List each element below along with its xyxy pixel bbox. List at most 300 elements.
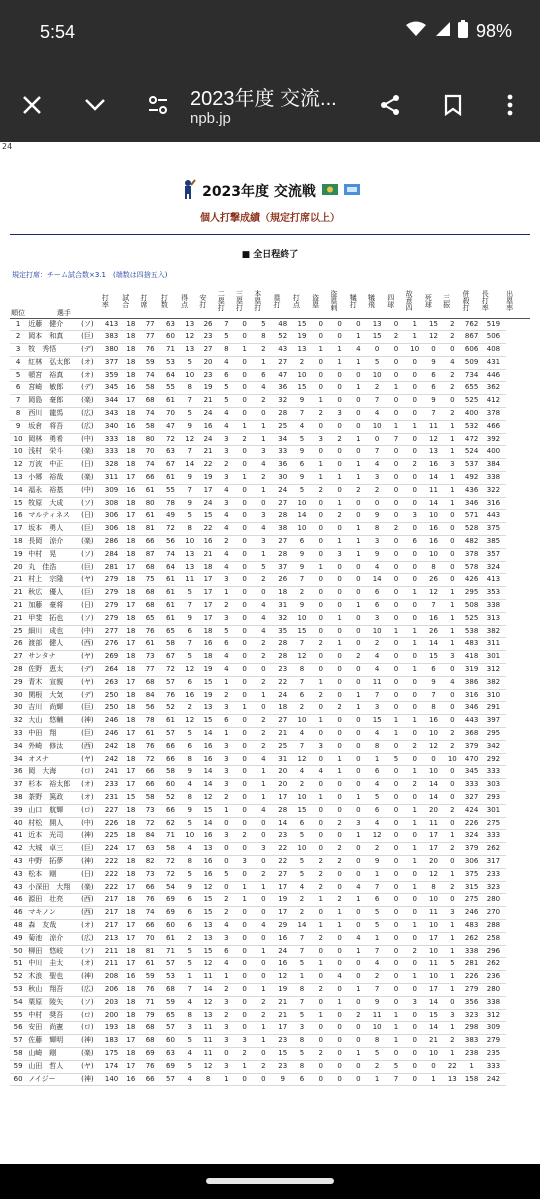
stat-cell: 0 [312, 548, 330, 561]
stat-cell: 1 [349, 894, 367, 907]
stat-cell: 1 [387, 420, 405, 433]
stat-cell: 2 [312, 983, 330, 996]
stat-cell: 3 [217, 446, 235, 459]
stat-cell: 5 [217, 868, 235, 881]
stat-cell: 0 [349, 740, 367, 753]
stat-cell: 0 [405, 868, 424, 881]
stat-cell: 11 [368, 676, 387, 689]
stat-cell: 54 [160, 881, 180, 894]
stat-cell: 1 [443, 945, 462, 958]
stat-cell: 5 [254, 318, 273, 331]
stat-cell: 57 [160, 958, 180, 971]
stat-cell: 5 [181, 868, 199, 881]
player-name-cell: 加藤 豪将 [26, 600, 81, 613]
stat-cell: 29 [10, 676, 26, 689]
stat-cell: 288 [481, 919, 505, 932]
header-divider [10, 234, 530, 235]
more-options-icon[interactable] [492, 87, 528, 123]
stat-cell: 17 [122, 843, 140, 856]
team-cell: (ソ) [81, 612, 101, 625]
stat-cell: 12 [368, 830, 387, 843]
stat-cell: 525 [462, 612, 481, 625]
stat-cell: 2 [330, 855, 349, 868]
stat-cell: 59 [10, 1060, 26, 1073]
stat-cell: 72 [160, 523, 180, 536]
stat-cell: 0 [217, 843, 235, 856]
stat-cell: 9 [368, 996, 387, 1009]
stat-cell: 1 [443, 971, 462, 984]
stat-cell: 443 [462, 715, 481, 728]
page-title: 2023年度 交流... [190, 88, 337, 110]
stat-cell: 1 [405, 638, 424, 651]
stat-cell: 1 [443, 932, 462, 945]
stat-cell: 10 [424, 919, 442, 932]
stat-cell: 7 [292, 408, 311, 421]
stat-cell: 23 [273, 1035, 292, 1048]
stat-cell: 1 [443, 472, 462, 485]
stat-cell: 538 [462, 625, 481, 638]
stat-cell: 61 [160, 587, 180, 600]
stat-cell: 1 [368, 753, 387, 766]
stat-cell: 2 [254, 472, 273, 485]
chevron-down-icon[interactable] [77, 87, 113, 123]
table-row [10, 472, 530, 485]
stat-cell: 2 [181, 932, 199, 945]
player-name-cell: 茶野 篤政 [26, 791, 81, 804]
player-name-cell: 坂本 勇人 [26, 523, 81, 536]
stat-cell: 2 [312, 484, 330, 497]
stat-cell: 14 [424, 472, 442, 485]
stat-cell: 0 [443, 715, 462, 728]
stat-cell: 1 [254, 766, 273, 779]
stat-cell: 51 [10, 958, 26, 971]
stat-cell: 312 [481, 664, 505, 677]
stat-cell: 17 [122, 958, 140, 971]
stat-cell: 0 [349, 766, 367, 779]
column-header: 選手 [26, 284, 101, 318]
stat-cell: 0 [217, 1047, 235, 1060]
stat-cell: 327 [462, 791, 481, 804]
stat-cell: 21 [273, 728, 292, 741]
team-cell: (西) [81, 638, 101, 651]
stat-cell: 2 [181, 702, 199, 715]
stats-title-row [180, 179, 360, 203]
stat-cell: 12 [181, 331, 199, 344]
stat-cell: 1 [349, 523, 367, 536]
stat-cell: 226 [462, 817, 481, 830]
stat-cell: 18 [122, 548, 140, 561]
stat-cell: 6 [368, 587, 387, 600]
stat-cell: 3 [217, 740, 235, 753]
stat-cell: 58 [140, 791, 160, 804]
stat-cell: 1 [235, 702, 253, 715]
stat-cell: 16 [199, 638, 217, 651]
stat-cell: 0 [254, 958, 273, 971]
partial-text: 24 [2, 142, 13, 151]
stat-cell: 532 [462, 420, 481, 433]
team-cell: (日) [81, 510, 101, 523]
table-row [10, 625, 530, 638]
stat-cell: 5 [292, 855, 311, 868]
stat-cell: 0 [405, 369, 424, 382]
stat-cell: 1 [349, 459, 367, 472]
stat-cell: 0 [405, 702, 424, 715]
stat-cell: 0 [254, 587, 273, 600]
stat-cell: 17 [122, 676, 140, 689]
stat-cell: 9 [273, 1073, 292, 1086]
column-header: 三振 [443, 284, 462, 318]
stat-cell: 26 [273, 574, 292, 587]
stat-cell: 0 [330, 740, 349, 753]
column-header: 本塁打 [254, 284, 273, 318]
stat-cell: 24 [199, 433, 217, 446]
stat-cell: 0 [254, 497, 273, 510]
stat-cell: 16 [199, 420, 217, 433]
stat-cell: 16 [273, 932, 292, 945]
stat-cell: 1 [349, 983, 367, 996]
stat-cell: 0 [387, 971, 405, 984]
stat-cell: 734 [462, 369, 481, 382]
stat-cell: 1 [10, 318, 26, 331]
stat-cell: 1 [254, 791, 273, 804]
column-header: 打数 [160, 284, 180, 318]
stat-cell: 0 [387, 779, 405, 792]
stat-cell: 21 [10, 587, 26, 600]
table-row [10, 996, 530, 1009]
stat-cell: 296 [481, 945, 505, 958]
stat-cell: 17 [424, 983, 442, 996]
stat-cell: 0 [312, 510, 330, 523]
stat-cell: 20 [10, 561, 26, 574]
stat-cell: 60 [160, 919, 180, 932]
stat-cell: 10 [292, 843, 311, 856]
close-icon[interactable] [14, 87, 50, 123]
stat-cell: 17 [199, 600, 217, 613]
stat-cell: 2 [312, 932, 330, 945]
stat-cell: 0 [235, 523, 253, 536]
stat-cell: 18 [122, 356, 140, 369]
stat-cell: 203 [101, 996, 121, 1009]
stat-cell: 0 [312, 420, 330, 433]
stat-cell: 10 [292, 612, 311, 625]
stat-cell: 18 [199, 561, 217, 574]
stat-cell: 0 [387, 600, 405, 613]
stat-cell: 291 [481, 702, 505, 715]
stat-cell: 28 [10, 664, 26, 677]
stat-cell: 0 [405, 408, 424, 421]
stat-cell: 1 [405, 766, 424, 779]
stat-cell: 6 [217, 369, 235, 382]
stat-cell: 5 [181, 1060, 199, 1073]
stat-cell: 0 [349, 1022, 367, 1035]
stat-cell: 69 [160, 907, 180, 920]
stat-cell: 2 [312, 855, 330, 868]
team-cell: (中) [81, 817, 101, 830]
stat-cell: 8 [292, 664, 311, 677]
table-row [10, 919, 530, 932]
stat-cell: 13 [368, 318, 387, 331]
stat-cell: 2 [10, 331, 26, 344]
stat-cell: 1 [254, 779, 273, 792]
stat-cell: 72 [140, 753, 160, 766]
stat-cell: 24 [199, 497, 217, 510]
stat-cell: 31 [273, 600, 292, 613]
team-cell: (楽) [81, 536, 101, 549]
stat-cell: 382 [481, 676, 505, 689]
stat-cell: 18 [10, 536, 26, 549]
stat-cell: 68 [140, 395, 160, 408]
stat-cell: 2 [443, 843, 462, 856]
stat-cell: 0 [235, 996, 253, 1009]
status-icons [406, 20, 512, 43]
stat-cell: 0 [312, 382, 330, 395]
home-gesture-handle[interactable] [206, 1178, 334, 1184]
team-cell: (日) [81, 459, 101, 472]
stat-cell: 7 [292, 740, 311, 753]
stat-cell: 28 [273, 548, 292, 561]
column-header: 打席 [140, 284, 160, 318]
stat-cell: 13 [199, 843, 217, 856]
player-name-cell: 福永 裕基 [26, 484, 81, 497]
stat-cell: 7 [424, 600, 442, 613]
player-name-cell: 岡林 勇希 [26, 433, 81, 446]
player-name-cell: 森 友哉 [26, 919, 81, 932]
stat-cell: 2 [443, 740, 462, 753]
stat-cell: 0 [424, 344, 442, 357]
stat-cell: 22 [199, 459, 217, 472]
stat-cell: 9 [181, 497, 199, 510]
stat-cell: 26 [424, 574, 442, 587]
stat-cell: 174 [101, 1060, 121, 1073]
stat-cell: 80 [140, 497, 160, 510]
player-name-cell: ノイジー [26, 1073, 81, 1086]
player-name-cell: 木浪 聖也 [26, 971, 81, 984]
stat-cell: 0 [443, 510, 462, 523]
table-row [10, 804, 530, 817]
stat-cell: 8 [368, 740, 387, 753]
stat-cell: 0 [254, 702, 273, 715]
stat-cell: 18 [122, 651, 140, 664]
stat-cell: 378 [481, 408, 505, 421]
stat-cell: 12 [424, 740, 442, 753]
stat-cell: 35 [273, 625, 292, 638]
player-name-cell: 岡本 和真 [26, 331, 81, 344]
stat-cell: 1 [254, 548, 273, 561]
team-cell: (楽) [81, 446, 101, 459]
table-row [10, 382, 530, 395]
team-cell: (日) [81, 868, 101, 881]
stat-cell: 4 [349, 932, 367, 945]
stat-cell: 0 [387, 766, 405, 779]
stat-cell: 30 [273, 472, 292, 485]
stat-cell: 0 [387, 587, 405, 600]
stat-cell: 0 [235, 740, 253, 753]
stat-cell: 338 [481, 472, 505, 485]
stat-cell: 17 [122, 779, 140, 792]
stat-cell: 10 [292, 791, 311, 804]
stat-cell: 0 [235, 958, 253, 971]
stat-cell: 0 [349, 804, 367, 817]
stat-cell: 18 [122, 894, 140, 907]
stat-cell: 1 [235, 881, 253, 894]
stat-cell: 68 [140, 587, 160, 600]
stat-cell: 53 [10, 983, 26, 996]
stat-cell: 19 [199, 689, 217, 702]
stat-cell: 0 [405, 472, 424, 485]
stat-cell: 306 [101, 510, 121, 523]
team-cell: (デ) [81, 344, 101, 357]
stat-cell: 3 [217, 766, 235, 779]
stat-cell: 0 [235, 408, 253, 421]
stat-cell: 13 [199, 919, 217, 932]
stat-cell: 9 [181, 804, 199, 817]
stat-cell: 0 [349, 395, 367, 408]
player-name-cell: 柳田 悠岐 [26, 945, 81, 958]
stat-cell: 57 [160, 676, 180, 689]
stat-cell: 1 [443, 446, 462, 459]
stat-cell: 0 [349, 561, 367, 574]
stat-cell: 1 [312, 472, 330, 485]
stat-cell: 84 [140, 689, 160, 702]
stat-cell: 9 [424, 356, 442, 369]
stat-cell: 280 [481, 983, 505, 996]
stat-cell: 10 [368, 1022, 387, 1035]
stat-cell: 0 [330, 369, 349, 382]
stat-cell: 525 [462, 395, 481, 408]
stat-cell: 298 [462, 1022, 481, 1035]
stat-cell: 0 [312, 702, 330, 715]
stat-cell: 0 [235, 651, 253, 664]
stat-cell: 279 [101, 600, 121, 613]
stat-cell: 0 [387, 804, 405, 817]
stat-cell: 4 [368, 779, 387, 792]
stat-cell: 20 [199, 356, 217, 369]
stat-cell: 1 [405, 420, 424, 433]
stat-cell: 28 [273, 638, 292, 651]
stat-cell: 7 [424, 408, 442, 421]
team-cell: (巨) [81, 523, 101, 536]
team-cell: (デ) [81, 382, 101, 395]
stat-cell: 4 [254, 919, 273, 932]
stat-cell: 0 [405, 791, 424, 804]
stat-cell: 8 [292, 1060, 311, 1073]
stat-cell: 18 [199, 651, 217, 664]
stat-cell: 10 [443, 753, 462, 766]
stat-cell: 408 [481, 344, 505, 357]
stat-cell: 11 [368, 1009, 387, 1022]
stat-cell: 10 [424, 728, 442, 741]
stat-cell: 77 [140, 331, 160, 344]
stat-cell: 0 [443, 791, 462, 804]
table-row [10, 779, 530, 792]
stat-cell: 16 [10, 510, 26, 523]
stat-cell: 2 [405, 779, 424, 792]
stat-cell: 27 [273, 868, 292, 881]
stat-cell: 1 [443, 868, 462, 881]
stat-cell: 33 [273, 446, 292, 459]
stat-cell: 0 [235, 497, 253, 510]
stat-cell: 12 [424, 587, 442, 600]
stat-cell: 375 [462, 868, 481, 881]
share-icon[interactable] [372, 87, 408, 123]
stat-cell: 81 [140, 523, 160, 536]
table-row [10, 983, 530, 996]
stat-cell: 2 [217, 459, 235, 472]
stat-cell: 311 [101, 472, 121, 485]
stat-cell: 316 [481, 497, 505, 510]
stat-cell: 0 [330, 484, 349, 497]
page-info-icon[interactable] [140, 87, 176, 123]
stat-cell: 2 [292, 702, 311, 715]
stat-cell: 0 [235, 536, 253, 549]
stat-cell: 4 [368, 728, 387, 741]
team-cell: (ロ) [81, 1009, 101, 1022]
stat-cell: 8 [292, 983, 311, 996]
stat-cell: 18 [122, 996, 140, 1009]
battery-icon [458, 20, 468, 43]
stat-cell: 1 [330, 753, 349, 766]
table-row [10, 868, 530, 881]
player-name-cell: 松本 剛 [26, 868, 81, 881]
stat-cell: 397 [481, 715, 505, 728]
stat-cell: 48 [273, 318, 292, 331]
stat-cell: 23 [199, 369, 217, 382]
stat-cell: 379 [462, 843, 481, 856]
stats-header [0, 179, 540, 224]
stat-cell: 3 [368, 472, 387, 485]
stat-cell: 281 [462, 958, 481, 971]
stat-cell: 0 [312, 331, 330, 344]
stat-cell: 0 [330, 459, 349, 472]
stat-cell: 3 [235, 1035, 253, 1048]
stat-cell: 0 [349, 497, 367, 510]
central-league-icon [322, 183, 338, 199]
stat-cell: 18 [122, 318, 140, 331]
stat-cell: 73 [140, 868, 160, 881]
stat-cell: 27 [273, 715, 292, 728]
stat-cell: 4 [254, 382, 273, 395]
stat-cell: 3 [443, 651, 462, 664]
stat-cell: 16 [424, 459, 442, 472]
stat-cell: 242 [101, 753, 121, 766]
stat-cell: 84 [140, 830, 160, 843]
stat-cell: 18 [122, 715, 140, 728]
bookmark-icon[interactable] [435, 87, 471, 123]
stat-cell: 2 [443, 881, 462, 894]
stat-cell: 1 [330, 612, 349, 625]
stat-cell: 0 [443, 702, 462, 715]
player-name-cell: 近本 光司 [26, 830, 81, 843]
stat-cell: 74 [140, 408, 160, 421]
stat-cell: 2 [292, 894, 311, 907]
stat-cell: 0 [405, 651, 424, 664]
stat-cell: 1 [349, 702, 367, 715]
team-cell: (西) [81, 894, 101, 907]
stats-title: 2023年度 交流戦 [202, 184, 316, 200]
stat-cell: 0 [405, 1073, 424, 1086]
stat-cell: 6 [254, 369, 273, 382]
player-name-cell: 関根 大気 [26, 689, 81, 702]
stat-cell: 18 [122, 344, 140, 357]
stat-cell: 2 [368, 382, 387, 395]
stat-cell: 72 [160, 868, 180, 881]
stat-cell: 10 [368, 369, 387, 382]
stat-cell: 0 [349, 318, 367, 331]
stat-cell: 16 [424, 715, 442, 728]
stat-cell: 0 [235, 689, 253, 702]
stat-cell: 43 [10, 855, 26, 868]
player-name-cell: 中野 拓夢 [26, 855, 81, 868]
